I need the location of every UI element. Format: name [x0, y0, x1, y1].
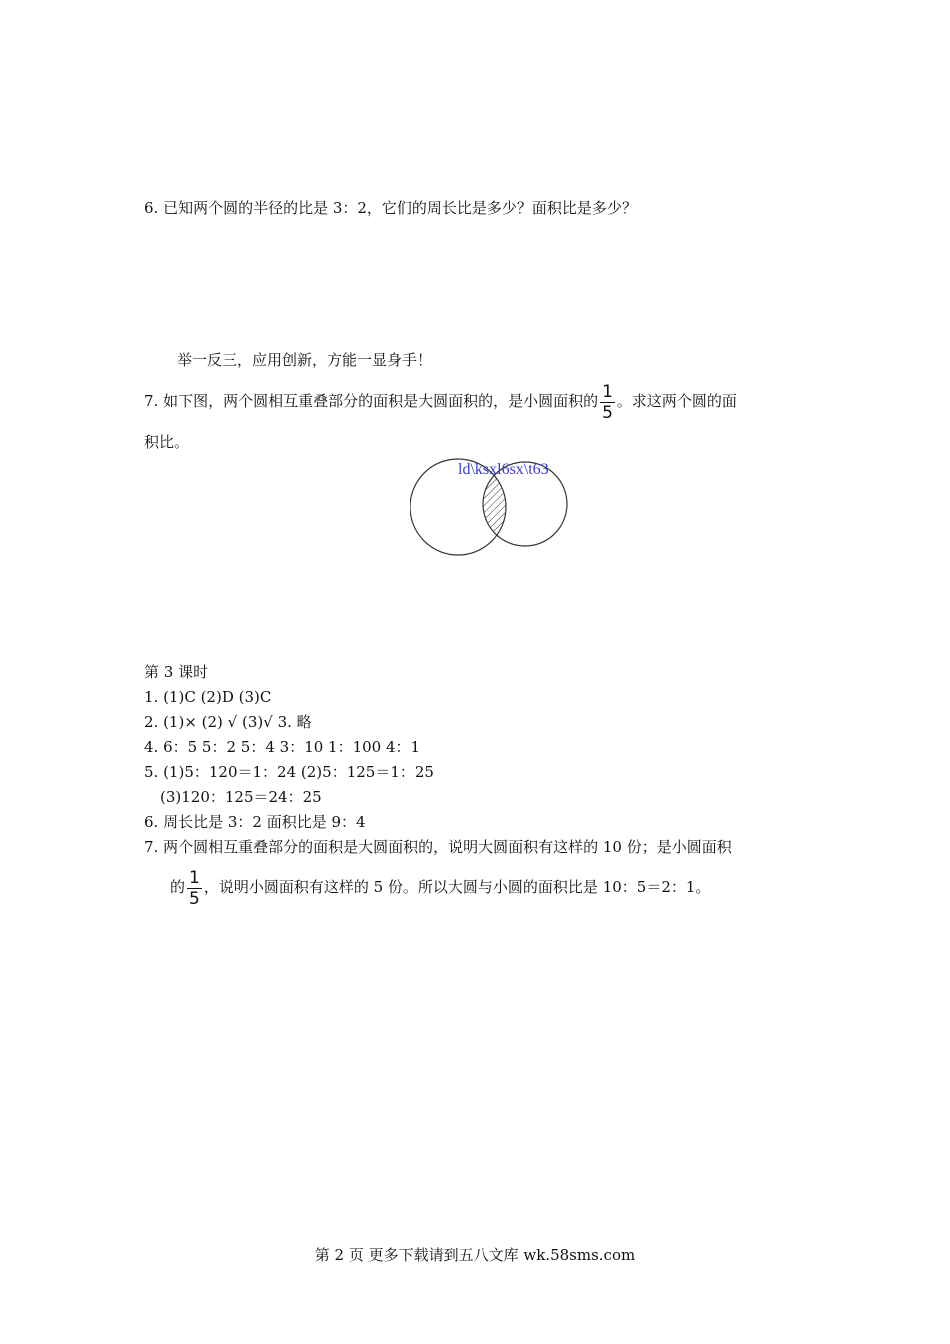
answer-7-text-b: ，说明小圆面积有这样的 5 份。所以大圆与小圆的面积比是 10：5＝2：1。 [203, 878, 711, 896]
fraction-one-fifth [600, 382, 615, 423]
fraction-numerator: 1 [602, 381, 613, 402]
answer-fraction-denominator: 5 [189, 888, 200, 909]
answer-5-line-1: 5. (1)5：120＝1：24 (2)5：125＝1：25 [144, 763, 434, 781]
answer-6: 6. 周长比是 3：2 面积比是 9：4 [144, 813, 366, 831]
question-6: 6. 已知两个圆的半径的比是 3：2，它们的周长比是多少？面积比是多少？ [144, 199, 637, 217]
answer-7-line-2 [170, 864, 710, 910]
page-footer: 第 2 页 更多下载请到五八文库 wk.58sms.com [314, 1246, 636, 1264]
overlapping-circles-diagram [410, 452, 575, 562]
motto: 举一反三，应用创新，方能一显身手！ [177, 351, 433, 369]
answer-7-text-a: 的 [170, 878, 186, 896]
question-7 [144, 378, 737, 424]
answer-fraction-one-fifth [187, 868, 202, 909]
answer-fraction-numerator: 1 [189, 867, 200, 888]
answer-1: 1. (1)C (2)D (3)C [144, 688, 272, 706]
diagram-watermark: ld\ksxl6sx\t63 [458, 461, 549, 478]
answers-title: 第 3 课时 [144, 663, 209, 681]
answer-5-line-2: (3)120：125＝24：25 [160, 788, 322, 806]
question-7-text-b: 。求这两个圆的面 [616, 392, 737, 410]
answer-4: 4. 6：5 5：2 5：4 3：10 1：100 4：1 [144, 738, 421, 756]
answer-7-line-1: 7. 两个圆相互重叠部分的面积是大圆面积的，说明大圆面积有这样的 10 份；是小圆面积 [144, 838, 732, 856]
fraction-denominator: 5 [602, 402, 613, 423]
question-7-text-a: 7. 如下图，两个圆相互重叠部分的面积是大圆面积的，是小圆面积的 [144, 392, 599, 410]
answer-2-3: 2. (1)× (2) √ (3)√ 3. 略 [144, 713, 312, 731]
question-7-line-2: 积比。 [144, 433, 190, 451]
